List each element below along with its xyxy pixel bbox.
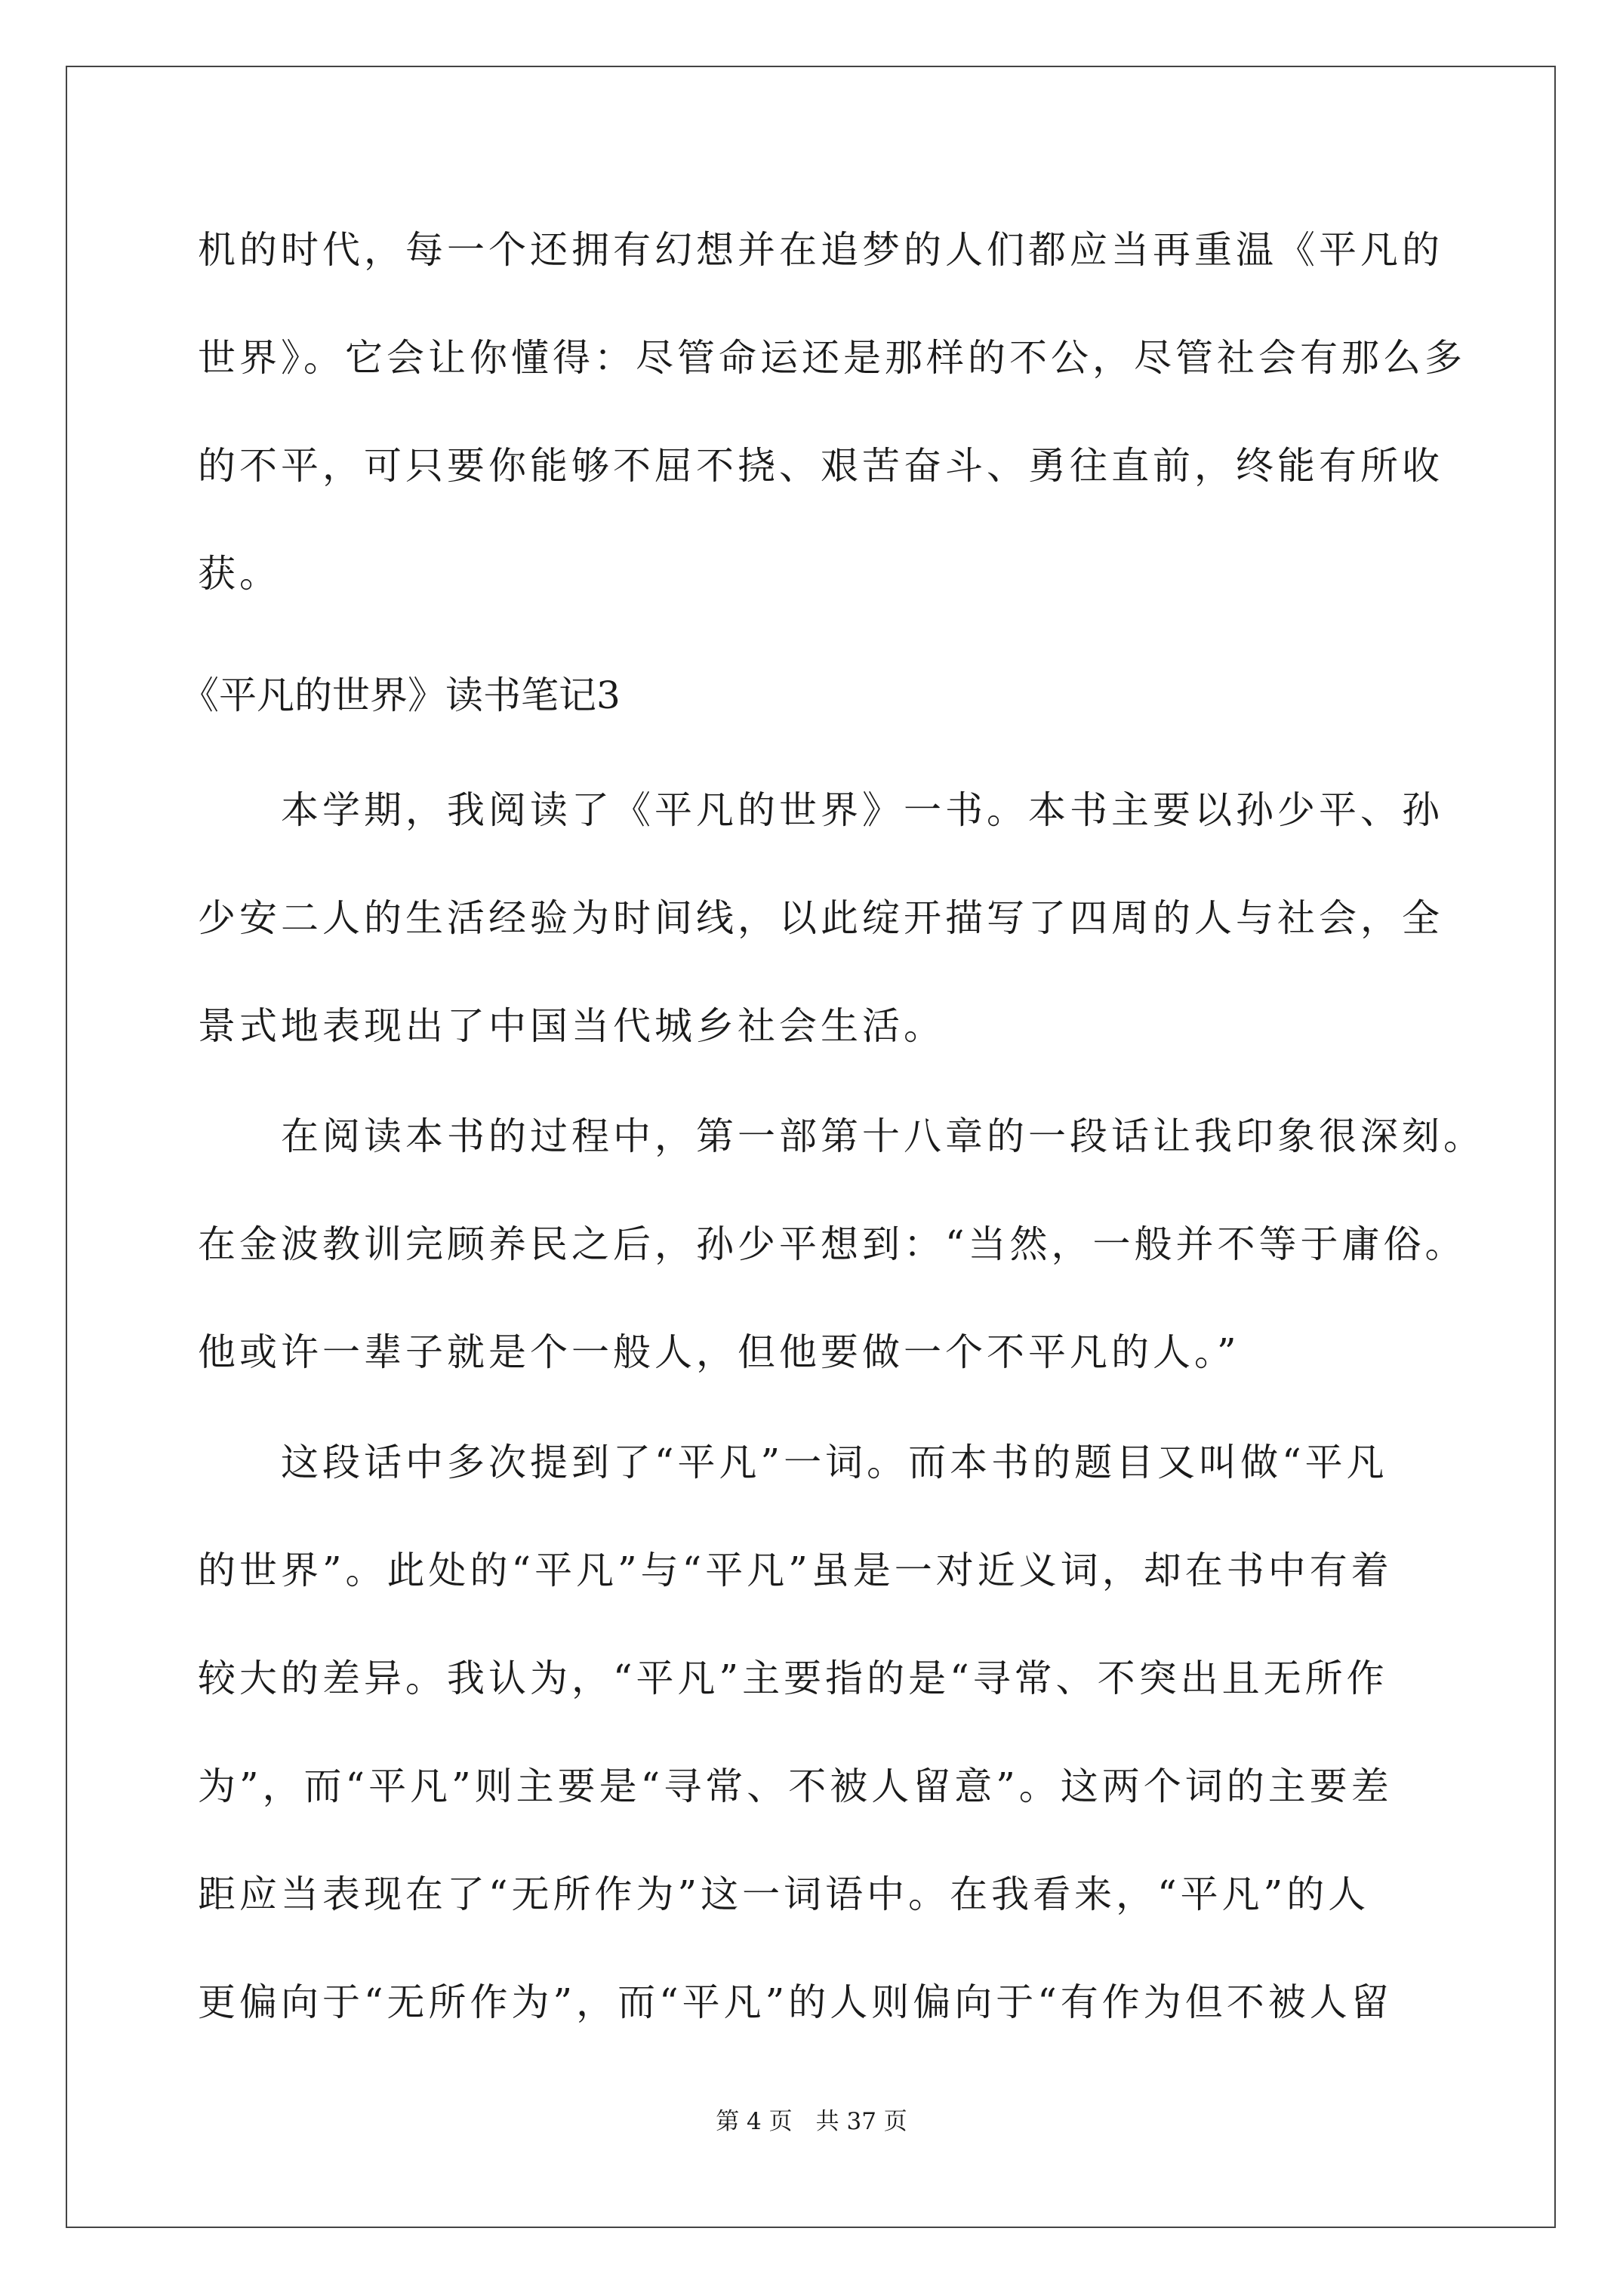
paragraph-line: 少安二人的生活经验为时间线，以此绽开描写了四周的人与社会，全 bbox=[198, 896, 1443, 940]
page-footer: 第 4 页 共 37 页 bbox=[716, 2108, 907, 2135]
text-line: 世界》。它会让你懂得：尽管命运还是那样的不公，尽管社会有那么多 bbox=[198, 336, 1466, 380]
paragraph-line: 本学期，我阅读了《平凡的世界》一书。本书主要以孙少平、孙 bbox=[281, 788, 1443, 832]
paragraph-line: 在金波教训完顾养民之后，孙少平想到：“当然，一般并不等于庸俗。 bbox=[198, 1222, 1467, 1266]
text-line: 的不平，可只要你能够不屈不挠、艰苦奋斗、勇往直前，终能有所收 bbox=[198, 444, 1443, 488]
paragraph-line: 他或许一辈子就是个一般人，但他要做一个不平凡的人。” bbox=[198, 1330, 1240, 1374]
paragraph-line: 在阅读本书的过程中，第一部第十八章的一段话让我印象很深刻。 bbox=[281, 1114, 1485, 1158]
section-heading: 《平凡的世界》读书笔记3 bbox=[181, 673, 621, 717]
paragraph-line: 为”，而“平凡”则主要是“寻常、不被人留意”。这两个词的主要差 bbox=[198, 1764, 1393, 1808]
paragraph-line: 的世界”。此处的“平凡”与“平凡”虽是一对近义词，却在书中有着 bbox=[198, 1549, 1393, 1592]
text-line: 获。 bbox=[198, 552, 281, 596]
paragraph-line: 更偏向于“无所作为”，而“平凡”的人则偏向于“有作为但不被人留 bbox=[198, 1980, 1393, 2024]
text-line: 机的时代，每一个还拥有幻想并在追梦的人们都应当再重温《平凡的 bbox=[198, 228, 1443, 272]
paragraph-line: 这段话中多次提到了“平凡”一词。而本书的题目又叫做“平凡 bbox=[281, 1441, 1388, 1484]
paragraph-line: 景式地表现出了中国当代城乡社会生活。 bbox=[198, 1004, 945, 1048]
paragraph-line: 距应当表现在了“无所作为”这一词语中。在我看来，“平凡”的人 bbox=[198, 1872, 1370, 1916]
paragraph-line: 较大的差异。我认为，“平凡”主要指的是“寻常、不突出且无所作 bbox=[198, 1657, 1388, 1700]
